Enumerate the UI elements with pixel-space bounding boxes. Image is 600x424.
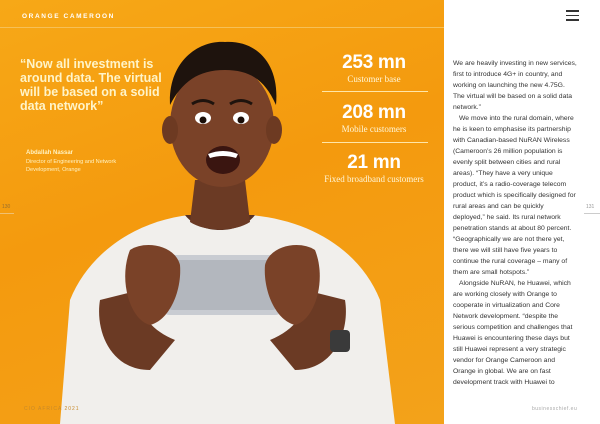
footer-website[interactable]: businesschief.eu: [532, 406, 578, 412]
article-paragraph: Alongside NuRAN, he Huawei, which are working closely with Orange to cooperate in virtualization and Core Network development. “despite the serious competition and challenges that Huawei is encountering these days but still Huawei represent a very strategic vendor for Orange Cameroon and Orange in global. We are on fast development track with Huawei to: [453, 280, 573, 386]
stat-mobile-customers: [322, 102, 426, 134]
stat-divider: [322, 91, 428, 92]
page-number-right: 131: [586, 204, 595, 210]
page-number-left: 130: [2, 204, 11, 210]
page-marker-right: [584, 213, 600, 214]
stat-customer-base: [322, 52, 426, 84]
hamburger-menu-icon[interactable]: [566, 10, 579, 21]
stat-value: 21 mn: [347, 152, 401, 173]
article-paragraph: We move into the rural domain, where he is keen to emphasise its partnership with Canadian-based NuRAN Wireless (Cameroon’s 26 million population is evenly split between cities and rural areas). “They have a very unique product, it’s a radio-coverage telecom product which is specifically designed for rural areas and can be quickly deployed,” he said. Its rural network penetration stands at about 80 percent. “Geographically we are not there yet, there we will still have five years to continue the rural coverage – many of them are small hotspots.”: [453, 115, 576, 276]
stat-label: Customer base: [347, 74, 401, 84]
article-body: [453, 58, 577, 388]
stat-value: 253 mn: [342, 52, 406, 73]
stat-fixed-broadband: [322, 152, 426, 184]
quote-author: Abdallah Nassar: [26, 150, 74, 156]
footer-publication: CIO AFRICA 2021: [24, 406, 80, 412]
stat-value: 208 mn: [342, 102, 406, 123]
quote-author-role: Director of Engineering and Network Development, Orange: [26, 159, 117, 173]
stat-label: Mobile customers: [341, 124, 407, 134]
pull-quote: “Now all investment is around data. The virtual will be based on a solid data network”: [20, 57, 162, 113]
article-paragraph: We are heavily investing in new services, first to introduce 4G+ in country, and working on launching the new 4.75G. The virtual will be based on a solid data network.”: [453, 60, 577, 111]
stat-label: Fixed broadband customers: [324, 174, 424, 184]
stat-divider: [322, 142, 428, 143]
page-marker-left: [0, 213, 14, 214]
brand-title: ORANGE CAMEROON: [22, 13, 115, 20]
